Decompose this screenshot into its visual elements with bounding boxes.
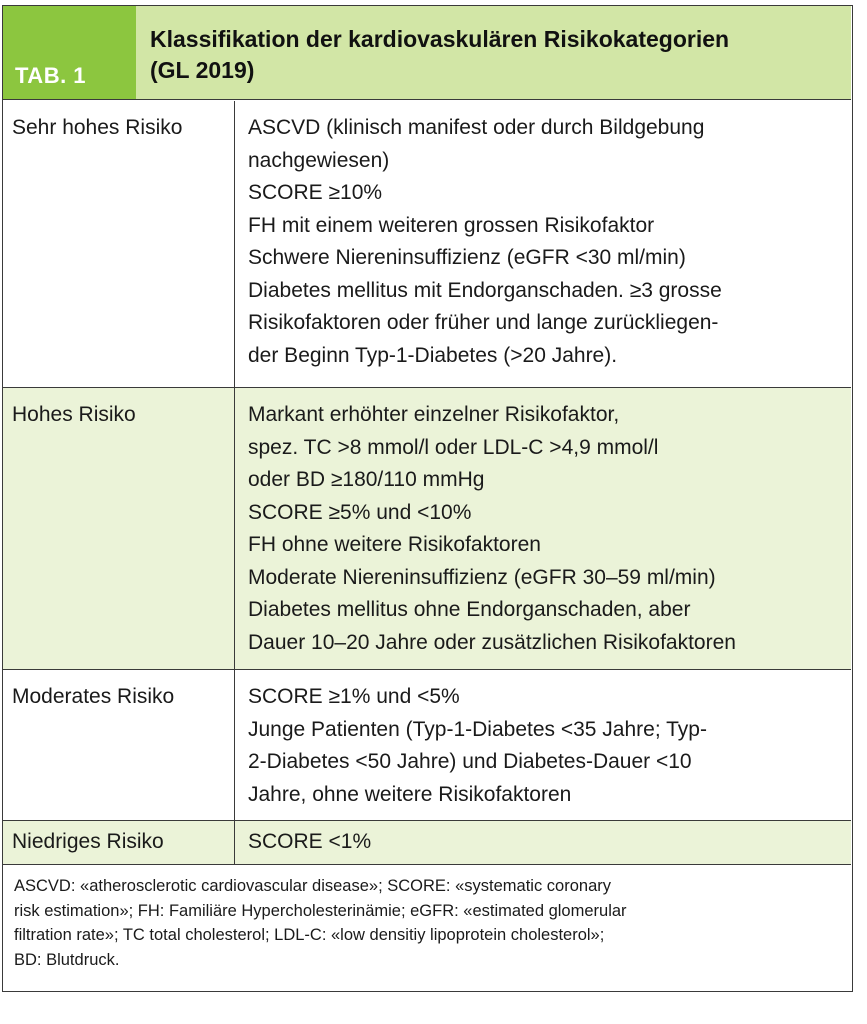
risk-criteria (248, 112, 843, 372)
footnote-line: risk estimation»; FH: Familiäre Hypercholesterinämie; eGFR: «estimated glomerular (14, 901, 627, 920)
footnote-line: ASCVD: «atherosclerotic cardiovascular disease»; SCORE: «systematic coronary (14, 877, 611, 895)
column-divider (234, 101, 235, 387)
risk-category-label: Niedriges Risiko (12, 830, 164, 853)
footnote-line: BD: Blutdruck. (14, 950, 120, 969)
footnote-line: filtration rate»; TC total cholesterol; LDL-C: «low densitiy lipoprotein cholesterol»; (14, 926, 605, 944)
criteria-line: Markant erhöhter einzelner Risikofaktor, (248, 403, 620, 426)
risk-criteria (248, 681, 843, 811)
table-title-line: (GL 2019) (150, 57, 255, 83)
risk-criteria (248, 399, 843, 659)
column-divider (234, 821, 235, 864)
risk-category-label: Moderates Risiko (12, 685, 175, 708)
table-row-very-high-risk (3, 101, 851, 388)
criteria-line: SCORE ≥5% und <10% (248, 500, 472, 524)
table-header (3, 6, 851, 100)
criteria-line: der Beginn Typ-1-Diabetes (>20 Jahre). (248, 343, 618, 367)
criteria-line: Junge Patienten (Typ-1-Diabetes <35 Jahre; Typ- (248, 717, 707, 741)
criteria-line: FH mit einem weiteren grossen Risikofaktor (248, 213, 655, 237)
criteria-line: Diabetes mellitus ohne Endorganschaden, aber (248, 598, 691, 621)
criteria-line: Moderate Niereninsuffizienz (eGFR 30–59 ml/min) (248, 565, 716, 589)
criteria-line: FH ohne weitere Risikofaktoren (248, 533, 541, 556)
column-divider (234, 670, 235, 820)
criteria-line: nachgewiesen) (248, 148, 390, 172)
table-tag (3, 6, 136, 99)
table-frame (2, 5, 853, 992)
column-divider (234, 388, 235, 669)
criteria-line: ASCVD (klinisch manifest oder durch Bildgebung (248, 116, 705, 139)
table-title-line: Klassifikation der kardiovaskulären Risikokategorien (150, 26, 730, 52)
table-row-high-risk (3, 388, 851, 670)
criteria-line: Diabetes mellitus mit Endorganschaden. ≥3 grosse (248, 278, 722, 302)
table-row-low-risk (3, 821, 851, 865)
table-tag-label: TAB. 1 (15, 63, 87, 88)
criteria-line: 2-Diabetes <50 Jahre) und Diabetes-Dauer <10 (248, 750, 692, 773)
table-row-moderate-risk (3, 670, 851, 821)
criteria-line: Risikofaktoren oder früher und lange zurückliegen- (248, 311, 719, 334)
criteria-line: spez. TC >8 mmol/l oder LDL-C >4,9 mmol/l (248, 435, 659, 459)
risk-category-label: Sehr hohes Risiko (12, 116, 183, 139)
table-title (136, 6, 851, 99)
criteria-line: SCORE ≥1% und <5% (248, 685, 460, 708)
table-footnote (14, 874, 844, 972)
criteria-line: Schwere Niereninsuffizienz (eGFR <30 ml/min) (248, 246, 686, 269)
criteria-line: Dauer 10–20 Jahre oder zusätzlichen Risikofaktoren (248, 630, 736, 654)
criteria-line: SCORE <1% (248, 830, 372, 853)
risk-category-label: Hohes Risiko (12, 403, 136, 426)
criteria-line: Jahre, ohne weitere Risikofaktoren (248, 782, 572, 806)
risk-criteria (248, 826, 843, 859)
criteria-line: SCORE ≥10% (248, 181, 383, 204)
criteria-line: oder BD ≥180/110 mmHg (248, 468, 485, 491)
